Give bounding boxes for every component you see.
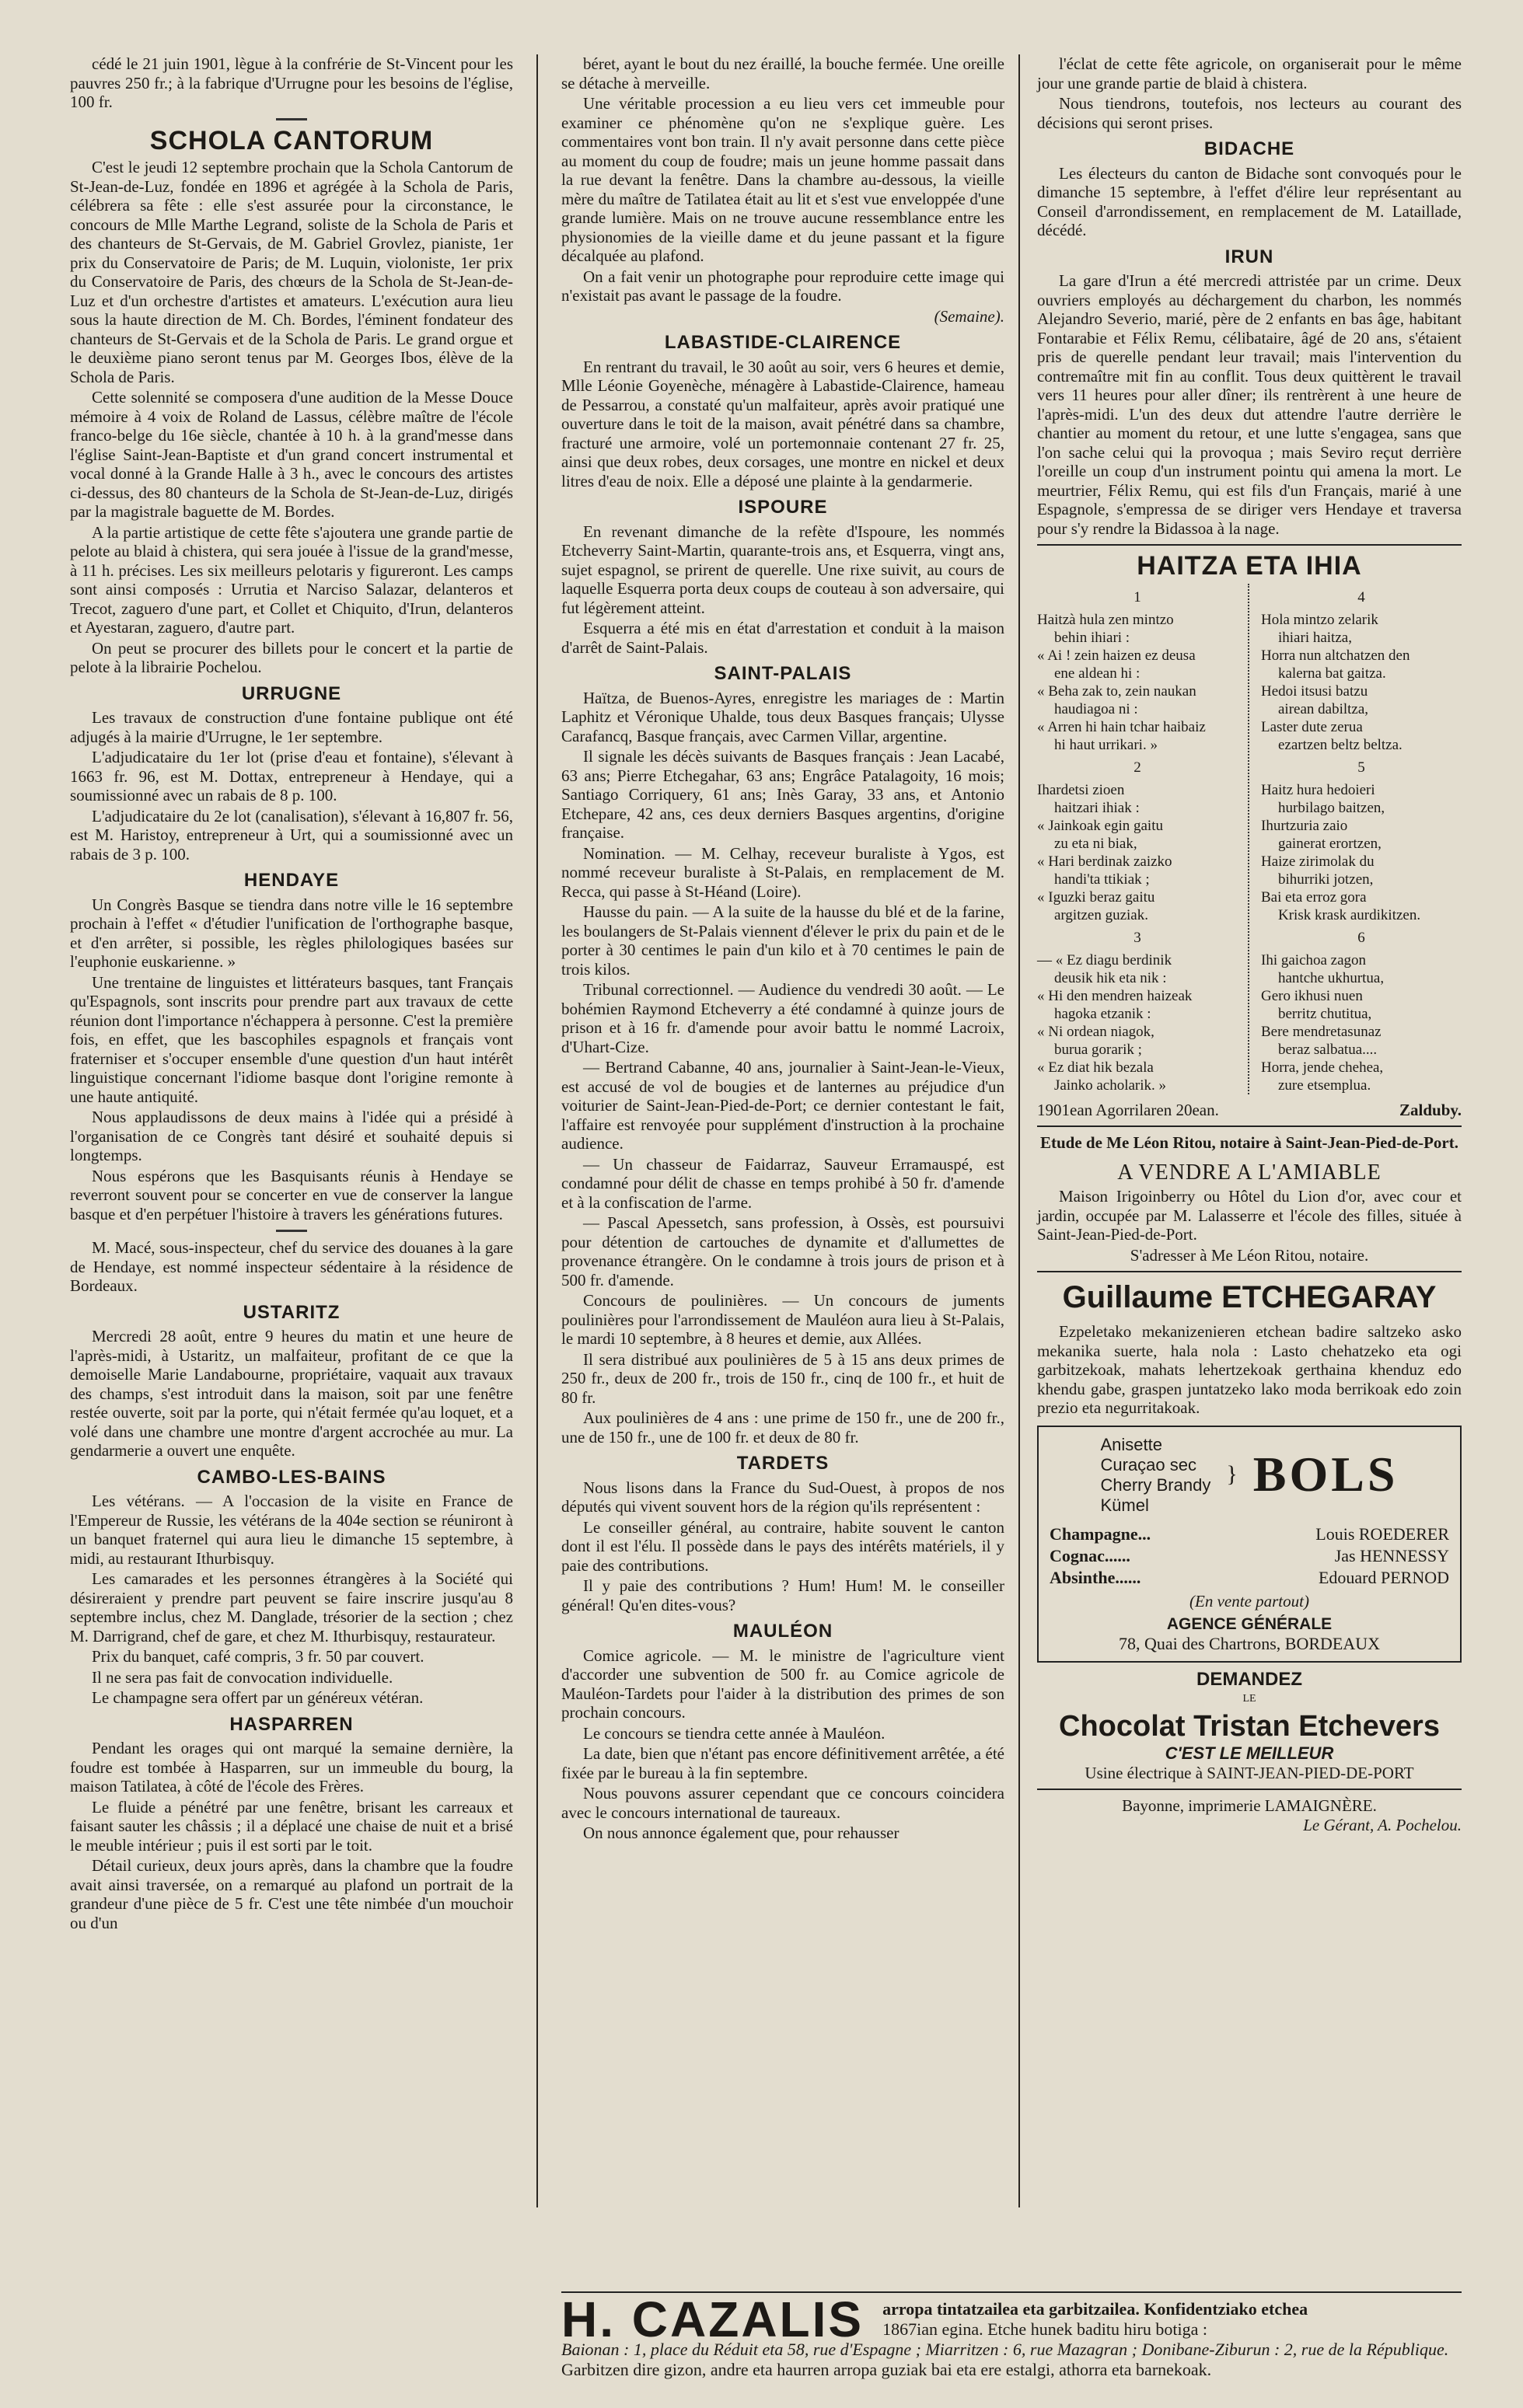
poem-line: hagoka etzanik : bbox=[1054, 1005, 1151, 1022]
section-title: IRUN bbox=[1224, 246, 1274, 267]
article-text: Il signale les décès suivants de Basques français : Jean Lacabé, 63 ans; Pierre Etchegahar, 63 ans; Engrâce Patalagoity, 16 mois; Santiago Corriquery, 61 ans; Inès Garay, 33 ans, et Antonio Etchepare, 42 ans, ces deux derniers Basques argentins, d'origine française. bbox=[561, 747, 1004, 842]
divider bbox=[276, 118, 307, 120]
bols-item: Curaçao sec bbox=[1100, 1454, 1197, 1474]
poem-line: Haize zirimolak du bbox=[1261, 853, 1375, 870]
poem-line: deusik hik eta nik : bbox=[1054, 969, 1167, 986]
newspaper-page bbox=[70, 54, 1462, 2378]
poem-line: kalerna bat gaitza. bbox=[1278, 665, 1386, 682]
article-text: La date, bien que n'étant pas encore définitivement arrêtée, a été fixée par le bureau à la fin septembre. bbox=[561, 1744, 1004, 1782]
divider bbox=[1037, 1125, 1462, 1127]
poem-line: « Hi den mendren haizeak bbox=[1037, 987, 1193, 1004]
gerant: Le Gérant, A. Pochelou. bbox=[1303, 1815, 1462, 1834]
poem-line: airean dabiltza, bbox=[1278, 700, 1369, 717]
article-text: Haïtza, de Buenos-Ayres, enregistre les mariages de : Martin Laphitz et Véronique Uhalde, tous deux Basques français; Ulysse Carafancq, Basque français, avec Carmen Villar, argentine. bbox=[561, 688, 1004, 745]
source-credit: (Semaine). bbox=[934, 306, 1004, 326]
article-text: Nous espérons que les Basquisants réunis à Hendaye se reverront souvent pour se concerter en vue de conserver la langue basque et d'en perpétuer l'histoire à travers les générations futures. bbox=[70, 1166, 513, 1223]
article-text: A la partie artistique de cette fête s'ajoutera une grande partie de pelote au blaid à chistera, qui sera jouée à l'issue de la grand'messe, à 11 h. précises. Les six meilleurs pelotaris y figureront. Les camps sont ainsi composés : Urrutia et Narciso Salazar, delanteros et Trecot, zaguero d'une part, et Collet et Chiquito, d'Irun, delanteros et Ayestaran, zaguero, d'autre part. bbox=[70, 522, 513, 637]
poem-footer bbox=[1037, 1101, 1462, 1120]
sale-text: Maison Irigoinberry ou Hôtel du Lion d'or, avec cour et jardin, occupée par M. Lalasserre et l'école des filles, située à Saint-Jean-Pied-de-Port. bbox=[1037, 1187, 1462, 1244]
stanza-number: 1 bbox=[1134, 588, 1141, 605]
section-title: CAMBO-LES-BAINS bbox=[197, 1466, 386, 1488]
article-text: béret, ayant le bout du nez éraillé, la bouche fermée. Une oreille se détache à merveille. bbox=[561, 54, 1004, 92]
poem-line: « Beha zak to, zein naukan bbox=[1037, 682, 1196, 700]
article-text: Détail curieux, deux jours après, dans la chambre que la foudre avait ainsi traversée, on a remarqué au plafond un portrait de la grandeur d'une pièce de 5 fr. C'est une tête nimbée d'un mouchoir ou d'un bbox=[70, 1856, 513, 1932]
article-text: Les camarades et les personnes étrangères à la Société qui désireraient y prendre part peuvent se faire inscrire jusqu'au 8 septembre inclus, chez M. Danglade, trésorier de la section ; chez M. Darrigrand, chef de gare, et chez M. Ithurbisquy, restaurateur. bbox=[70, 1569, 513, 1645]
poem-line: « Ai ! zein haizen ez deusa bbox=[1037, 647, 1196, 664]
article-text: Une trentaine de linguistes et littérateurs basques, tant Français qu'Espagnols, sont inscrits pour prendre part aux travaux de cette réunion dont l'importance n'échappera à personne. C'est la première fois, en effet, que les bascophiles espagnols et français vont fraterniser et s'occuper ensemble d'une question d'un haut intérêt linguistique concernant l'idiome basque dont l'origine remonte à une haute antiquité. bbox=[70, 972, 513, 1106]
poem-line: ene aldean hi : bbox=[1054, 665, 1141, 682]
poem-line: Hedoi itsusi batzu bbox=[1261, 682, 1368, 700]
article-text: Les travaux de construction d'une fontaine publique ont été adjugés à la mairie d'Urrugne, le 1er septembre. bbox=[70, 708, 513, 746]
stanza-number: 2 bbox=[1134, 759, 1141, 776]
bols-row-maker: Edouard PERNOD bbox=[1318, 1567, 1449, 1587]
poem-column-left bbox=[1037, 584, 1238, 1094]
poem-line: beraz salbatua.... bbox=[1278, 1041, 1378, 1058]
poem-line: Bere mendretasunaz bbox=[1261, 1023, 1382, 1040]
poem-line: Laster dute zerua bbox=[1261, 718, 1363, 735]
article-text: Pendant les orages qui ont marqué la semaine dernière, la foudre est tombée à Hasparren, sur un immeuble du bourg, la maison Tatilatea, à côté de l'école des Frères. bbox=[70, 1739, 513, 1796]
cazalis-name: H. CAZALIS bbox=[561, 2291, 865, 2347]
article-text: — Bertrand Cabanne, 40 ans, journalier à Saint-Jean-le-Vieux, est accusé de vol de bougies et de lanternes au préjudice d'un voiturier de Saint-Jean-Pied-de-Port; ce dernier contestant le fait, l'affaire est renvoyée pour supplément d'instruction à la prochaine audience. bbox=[561, 1058, 1004, 1153]
poem-line: argitzen guziak. bbox=[1054, 906, 1148, 923]
bols-rows bbox=[1050, 1523, 1449, 1589]
bols-agency: AGENCE GÉNÉRALE bbox=[1166, 1615, 1333, 1633]
poem-line: « Iguzki beraz gaitu bbox=[1037, 888, 1155, 906]
poem-line: haudiagoa ni : bbox=[1054, 700, 1138, 717]
column-1 bbox=[70, 54, 513, 1934]
article-text: Nous lisons dans la France du Sud-Ouest, à propos de nos députés qui vivent souvent hors de la région qu'ils représentent : bbox=[561, 1478, 1004, 1516]
cazalis-line1b: 1867ian egina. Etche hunek baditu hiru botiga : bbox=[882, 2319, 1207, 2339]
divider bbox=[1037, 1271, 1462, 1272]
cazalis-intro bbox=[882, 2299, 1308, 2340]
poem-line: « Hari berdinak zaizko bbox=[1037, 853, 1172, 870]
sale-contact: S'adresser à Me Léon Ritou, notaire. bbox=[1130, 1245, 1369, 1265]
bols-row-item: Cognac...... bbox=[1050, 1545, 1130, 1565]
poem-line: Horra, jende chehea, bbox=[1261, 1059, 1384, 1076]
poem-author: Zalduby. bbox=[1399, 1100, 1462, 1119]
bols-row-maker: Louis ROEDERER bbox=[1315, 1523, 1449, 1544]
bols-brand: BOLS bbox=[1252, 1447, 1399, 1502]
article-text: La gare d'Irun a été mercredi attristée par un crime. Deux ouvriers employés au déchargement du charbon, les nommés Alejandro Severio, marié, père de 2 enfants en bas âge, habitant Fontarabie et Félix Remu, célibataire, âgé de 20 ans, s'étaient pris de querelle pendant leur travail; mais l'intervention du contremaître mit fin au conflit. Tous deux quittèrent le travail vers 11 heures pour aller dîner; ils rentrèrent à une heure de l'après-midi. L'un des deux dut attendre l'autre derrière le chantier au moment du retour, et une lutte s'engagea, sans que l'on sache celui qui la provoqua ; mais Seviro reçut derrière l'oreille un coup d'un instrument pointu qui amena la mort. Le meurtrier, Félix Remu, qui est fils d'un Français, marié à une Espagnole, s'empressa de se diriger vers Hendaye et traversa pour s'y rendre la Bidassoa à la nage. bbox=[1037, 271, 1462, 538]
article-text: Il ne sera pas fait de convocation individuelle. bbox=[92, 1667, 393, 1687]
bols-address: 78, Quai des Chartrons, BORDEAUX bbox=[1118, 1633, 1381, 1653]
poem-line: Ihi gaichoa zagon bbox=[1261, 951, 1367, 968]
cazalis-services: Garbitzen dire gizon, andre eta haurren arropa guziak bai eta ere estalgi, athorra eta barnekoak. bbox=[561, 2360, 1212, 2379]
stanza-number: 4 bbox=[1357, 588, 1365, 605]
section-title: HASPARREN bbox=[229, 1713, 354, 1735]
chocolate-slogan: C'EST LE MEILLEUR bbox=[1165, 1743, 1334, 1763]
section-title: SCHOLA CANTORUM bbox=[149, 125, 434, 155]
article-text: On nous annonce également que, pour rehausser bbox=[583, 1823, 899, 1842]
article-text: Nous tiendrons, toutefois, nos lecteurs au courant des décisions qui seront prises. bbox=[1037, 94, 1462, 132]
bols-item: Kümel bbox=[1100, 1495, 1149, 1515]
poem-line: bihurriki jotzen, bbox=[1278, 871, 1374, 888]
article-text: C'est le jeudi 12 septembre prochain que la Schola Cantorum de St-Jean-de-Luz, fondée en 1896 et agrégée à la Schola de Paris, célébrera sa fête : elle s'est assurée pour la circonstance, le concours de Mlle Marthe Legrand, soliste de la Schola de Paris et des chanteurs de St-Gervais, de M. Gabriel Grovlez, pianiste, 1er prix du Conservatoire de Paris; de M. Luquin, violoniste, 1er prix du Conservatoire de Paris, des chœurs de la Schola de St-Jean-de-Luz et d'un orchestre d'artistes et amateurs. L'exécution aura lieu sous la haute direction de M. Ch. Bordes, l'éminent fondateur des chanteurs de St-Gervais et de la Schola de Paris. Le grand orgue et le deuxième piano seront tenus par M. Georges Ibos, élève de la Schola de Paris. bbox=[70, 158, 513, 386]
chocolate-factory: Usine électrique à SAINT-JEAN-PIED-DE-PORT bbox=[1085, 1763, 1414, 1782]
bols-ad bbox=[1037, 1426, 1462, 1663]
cazalis-line1: arropa tintatzailea eta garbitzailea. Konfidentziako etchea bbox=[882, 2299, 1308, 2319]
bols-row bbox=[1050, 1567, 1449, 1589]
poem-line: ezartzen beltz beltza. bbox=[1278, 736, 1402, 753]
bols-item: Anisette bbox=[1100, 1434, 1162, 1454]
article-text: Nous pouvons assurer cependant que ce concours coincidera avec le concours international de taureaux. bbox=[561, 1784, 1004, 1822]
divider bbox=[276, 1230, 307, 1232]
article-text: On a fait venir un photographe pour reproduire cette image qui n'existait pas avant le passage de la foudre. bbox=[561, 267, 1004, 305]
chocolate-le: LE bbox=[1242, 1692, 1256, 1705]
article-text: l'éclat de cette fête agricole, on organiserait pour le même jour une grande partie de blaid à chistera. bbox=[1037, 54, 1462, 92]
bols-row bbox=[1050, 1523, 1449, 1545]
bols-row-item: Absinthe...... bbox=[1050, 1567, 1141, 1587]
article-text: Le concours se tiendra cette année à Mauléon. bbox=[583, 1723, 886, 1743]
poem-column-right bbox=[1261, 584, 1462, 1094]
etchegaray-title: Guillaume ETCHEGARAY bbox=[1062, 1280, 1437, 1314]
poem-line: Bai eta erroz gora bbox=[1261, 888, 1367, 906]
stanza-number: 6 bbox=[1357, 929, 1365, 946]
column-2 bbox=[561, 54, 1004, 1844]
article-text: Comice agricole. — M. le ministre de l'agriculture vient d'accorder une subvention de 500 fr. au Comice agricole de Mauléon-Tardets pour l'aider à la distribution des primes de son prochain concours. bbox=[561, 1645, 1004, 1722]
poem-line: Gero ikhusi nuen bbox=[1261, 987, 1363, 1004]
bols-header bbox=[1050, 1435, 1449, 1516]
article-text: Esquerra a été mis en état d'arrestation et conduit à la maison d'arrêt de Saint-Palais. bbox=[561, 619, 1004, 657]
article-text: En revenant dimanche de la refète d'Ispoure, les nommés Etcheverry Saint-Martin, quarante-trois ans, et Esquerra, vingt ans, sujet espagnol, se prirent de querelle. Une rixe suivit, au cours de laquelle Esquerra porta deux coups de couteau à son adversaire, qui fut légèrement atteint. bbox=[561, 522, 1004, 617]
poem-line: hi haut urrikari. » bbox=[1054, 736, 1158, 753]
article-text: Mercredi 28 août, entre 9 heures du matin et une heure de l'après-midi, à Ustaritz, un malfaiteur, profitant de ce que la demoiselle Marie Landabourne, propriétaire, vaquait aux travaux des champs, s'est introduit dans la maison, soit par une fenêtre restée ouverte, soit par la porte, qui n'était fermée qu'au loquet, et a volé dans une chambre une montre d'argent accrochée au mur. La gendarmerie a ouvert une enquête. bbox=[70, 1327, 513, 1460]
cazalis-addresses: Baionan : 1, place du Réduit eta 58, rue d'Espagne ; Miarritzen : 6, rue Mazagran ; Donibane-Ziburun : 2, rue de la République. bbox=[561, 2340, 1449, 2359]
article-text: L'adjudicataire du 1er lot (prise d'eau et fontaine), s'élevant à 1663 fr. 96, est M. Dottax, entrepreneur à Hendaye, qui a soumissionné avec un rabais de 8 p. 100. bbox=[70, 748, 513, 804]
poem-line: zure etsemplua. bbox=[1278, 1077, 1371, 1094]
bols-row-item: Champagne... bbox=[1050, 1523, 1151, 1544]
poem-line: Ihurtzuria zaio bbox=[1261, 817, 1348, 834]
poem-line: « Ni ordean niagok, bbox=[1037, 1023, 1154, 1040]
bols-row-maker: Jas HENNESSY bbox=[1334, 1545, 1449, 1565]
poem-line: — « Ez diagu berdinik bbox=[1037, 951, 1172, 968]
article-text: Les vétérans. — A l'occasion de la visite en France de l'Empereur de Russie, les vétérans de la 404e section se réuniront à un banquet fraternel qui aura lieu le dimanche 15 septembre, à midi, au restaurant Ithurbisquy. bbox=[70, 1492, 513, 1568]
article-text: Concours de poulinières. — Un concours de juments poulinières pour l'arrondissement de Mauléon aura lieu à St-Palais, le mardi 10 septembre, à 8 heures et demie, aux Allées. bbox=[561, 1291, 1004, 1348]
section-title: ISPOURE bbox=[738, 497, 828, 518]
article-text: Cette solennité se composera d'une audition de la Messe Douce mémoire à 4 voix de Roland de Lassus, célèbre maître de l'école franco-belge du 16e siècle, chantée à 10 h. à la grand'messe dans l'église Saint-Jean-Baptiste et d'un grand concert instrumental et vocal donné à la Grande Halle à 3 h., avec le concours des artistes ci-dessus, des 80 chanteurs de la Schola de St-Jean-de-Luz, dirigés par la magistrale baguette de M. Bordes. bbox=[70, 388, 513, 521]
poem-line: Hola mintzo zelarik bbox=[1261, 611, 1378, 628]
article-text: Il sera distribué aux poulinières de 5 à 15 ans deux primes de 250 fr., deux de 200 fr., trois de 150 fr., cinq de 100 fr., et huit de 80 fr. bbox=[561, 1349, 1004, 1407]
article-text: Nomination. — M. Celhay, receveur buraliste à Ygos, est nommé receveur buraliste à St-Palais, en remplacement de M. Recca, qui passe à St-Héand (Loire). bbox=[561, 843, 1004, 901]
divider bbox=[1037, 1789, 1462, 1790]
poem-line: Horra nun altchatzen den bbox=[1261, 647, 1410, 664]
article-text: Tribunal correctionnel. — Audience du vendredi 30 août. — Le bohémien Raymond Etcheverry a été condamné à quinze jours de prison et à 16 fr. d'amende pour avoir battu le nommé Lacroix, d'Uhart-Cize. bbox=[561, 980, 1004, 1056]
cazalis-header bbox=[561, 2291, 1462, 2347]
poem-line: hantche ukhurtua, bbox=[1278, 969, 1385, 986]
article-text: Nous applaudissons de deux mains à l'idée qui a présidé à l'organisation de ce Congrès tant désiré et souhaité depuis si longtemps. bbox=[70, 1108, 513, 1164]
section-title: URRUGNE bbox=[241, 682, 342, 704]
article-text: Le fluide a pénétré par une fenêtre, brisant les carreaux et faisant sauter les châssis ; il a déplacé une chaise de nuit et a brisé le meuble intérieur ; puis il est sorti par le toit. bbox=[70, 1797, 513, 1855]
stanza-number: 3 bbox=[1134, 929, 1141, 946]
brace: } bbox=[1226, 1461, 1238, 1488]
section-title: SAINT-PALAIS bbox=[714, 663, 852, 684]
sale-title: A VENDRE A L'AMIABLE bbox=[1117, 1160, 1382, 1185]
poem-line: Ihardetsi zioen bbox=[1037, 781, 1125, 798]
poem-line: Haitz hura hedoieri bbox=[1261, 781, 1375, 798]
article-text: cédé le 21 juin 1901, lègue à la confrérie de St-Vincent pour les pauvres 250 fr.; à la fabrique d'Urrugne pour les besoins de l'église, 100 fr. bbox=[70, 54, 513, 111]
article-text: Il y paie des contributions ? Hum! Hum! M. le conseiller général! Qu'en dites-vous? bbox=[561, 1576, 1004, 1614]
bols-row bbox=[1050, 1545, 1449, 1567]
poem-line: handi'ta ttikiak ; bbox=[1054, 871, 1150, 888]
bols-note: (En vente partout) bbox=[1189, 1591, 1309, 1611]
article-text: Hausse du pain. — A la suite de la hausse du blé et de la farine, les boulangers de St-Palais viennent d'élever le prix du pain et de le porter à 30 centimes le pain d'un kilo et à 70 centimes le pain de trois kilos. bbox=[561, 902, 1004, 979]
poem-line: berritz chutitua, bbox=[1278, 1005, 1372, 1022]
bols-item: Cherry Brandy bbox=[1100, 1474, 1211, 1495]
poem-line: gainerat erortzen, bbox=[1278, 835, 1382, 852]
section-title: TARDETS bbox=[736, 1453, 830, 1474]
article-text: Aux poulinières de 4 ans : une prime de 150 fr., une de 200 fr., une de 150 fr., une de 100 fr. et deux de 80 fr. bbox=[561, 1408, 1004, 1447]
column-3 bbox=[1037, 54, 1462, 1834]
article-text: Le champagne sera offert par un généreux vétéran. bbox=[92, 1688, 424, 1707]
poem bbox=[1037, 584, 1462, 1094]
article-text: L'adjudicataire du 2e lot (canalisation), s'élevant à 16,807 fr. 56, est M. Haristoy, entrepreneur à Urt, qui a soumissionné avec un rabais de 3 p. 100. bbox=[70, 806, 513, 864]
divider bbox=[1037, 544, 1462, 546]
chocolate-title: Chocolat Tristan Etchevers bbox=[1059, 1710, 1440, 1743]
poem-line: ihiari haitza, bbox=[1278, 629, 1352, 646]
poem-line: hurbilago baitzen, bbox=[1278, 799, 1385, 816]
printer: Bayonne, imprimerie LAMAIGNÈRE. bbox=[1122, 1796, 1377, 1815]
column-rule bbox=[1018, 54, 1020, 2207]
notary-heading: Etude de Me Léon Ritou, notaire à Saint-Jean-Pied-de-Port. bbox=[1040, 1133, 1458, 1152]
article-text: — Pascal Apessetch, sans profession, à Ossès, est poursuivi pour détention de cartouches de dynamite et d'allumettes de provenance étrangère. On le condamne à trois jours de prison et à 500 fr. d'amende. bbox=[561, 1213, 1004, 1290]
article-text: Les électeurs du canton de Bidache sont convoqués pour le dimanche 15 septembre, à l'effet d'élire leur représentant au Conseil d'arrondissement, en remplacement de M. Lataillade, décédé. bbox=[1037, 163, 1462, 239]
poem-line: burua gorarik ; bbox=[1054, 1041, 1142, 1058]
poem-line: « Jainkoak egin gaitu bbox=[1037, 817, 1163, 834]
poem-divider bbox=[1248, 584, 1251, 1094]
article-text: M. Macé, sous-inspecteur, chef du service des douanes à la gare de Hendaye, est nommé inspecteur sédentaire à la résidence de Bordeaux. bbox=[70, 1238, 513, 1295]
section-title: USTARITZ bbox=[243, 1301, 341, 1323]
section-title: LABASTIDE-CLAIRENCE bbox=[664, 332, 902, 353]
article-text: En rentrant du travail, le 30 août au soir, vers 6 heures et demie, Mlle Léonie Goyenèche, ménagère à Labastide-Clairence, hameau de Pessarrou, a constaté qu'un malfaiteur, après avoir pratiqué une ouverture dans le toit de la maison, avait pénétré dans sa chambre, fracturé une armoire, volé un portemonnaie contenant 27 fr. 25, ainsi que deux robes, deux corsages, une montre en nickel et deux litres d'eau de noix. Elle a déposé une plainte à la gendarmerie. bbox=[561, 357, 1004, 490]
section-title: MAULÉON bbox=[732, 1621, 833, 1642]
article-text: Un Congrès Basque se tiendra dans notre ville le 16 septembre prochain à l'effet « d'étudier l'unification de l'orthographe basque, et d'en arrêter, si possible, les règles philologiques basées sur l'euphonie euskarienne. » bbox=[70, 895, 513, 971]
article-text: Une véritable procession a eu lieu vers cet immeuble pour examiner ce phénomène qu'on ne s'explique guère. Les commentaires vont bon train. Il n'y avait personne dans cette pièce au moment du coup de foudre; mais un jeune homme passait dans la rue devant la fenêtre. Dans la chambre au-dessous, la vieille mère du maître de Tatilatea était au lit et s'est vue enveloppée d'une grande lumière. Mais on ne trouve aucune ressemblance entre les physionomies de la vieille dame et du jeune passant et la figure décalquée au plafond. bbox=[561, 94, 1004, 265]
chocolate-demand: DEMANDEZ bbox=[1196, 1669, 1302, 1690]
stanza-number: 5 bbox=[1357, 759, 1365, 776]
column-rule bbox=[536, 54, 538, 2207]
poem-date: 1901ean Agorrilaren 20ean. bbox=[1037, 1100, 1219, 1119]
article-text: On peut se procurer des billets pour le concert et la partie de pelote à la librairie Pochelou. bbox=[70, 638, 513, 676]
article-text: — Un chasseur de Faidarraz, Sauveur Erramauspé, est condamné pour délit de chasse en temps prohibé à 50 fr. d'amende et à la confiscation de l'arme. bbox=[561, 1154, 1004, 1212]
article-text: Le conseiller général, au contraire, habite souvent le canton dont il est l'élu. Il possède dans le pays des intérêts matériels, il y paie des contributions. bbox=[561, 1517, 1004, 1575]
cazalis-ad bbox=[561, 2285, 1462, 2380]
poem-line: Krisk krask aurdikitzen. bbox=[1278, 906, 1421, 923]
poem-line: Haitzà hula zen mintzo bbox=[1037, 611, 1174, 628]
poem-line: « Arren hi hain tchar haibaiz bbox=[1037, 718, 1206, 735]
poem-line: « Ez diat hik bezala bbox=[1037, 1059, 1154, 1076]
poem-title: HAITZA ETA IHIA bbox=[1137, 551, 1362, 581]
bols-items bbox=[1101, 1435, 1211, 1516]
poem-line: Jainko acholarik. » bbox=[1054, 1077, 1167, 1094]
section-title: HENDAYE bbox=[243, 870, 340, 891]
poem-line: haitzari ihiak : bbox=[1054, 799, 1140, 816]
poem-line: behin ihiari : bbox=[1054, 629, 1130, 646]
section-title: BIDACHE bbox=[1203, 138, 1295, 159]
article-text: Prix du banquet, café compris, 3 fr. 50 par couvert. bbox=[92, 1647, 424, 1666]
etchegaray-text: Ezpeletako mekanizenieren etchean badire saltzeko asko mekanika suerte, hala nola : Lasto chehatzeko eta ogi garbitzekoak, mahats lehertzekoak gerthaina khenduz edo khendu gabe, graspen juntatzeko lako moda berrikoak edo zoin prezio eta negurritakoak. bbox=[1037, 1322, 1462, 1417]
poem-line: zu eta ni biak, bbox=[1054, 835, 1137, 852]
